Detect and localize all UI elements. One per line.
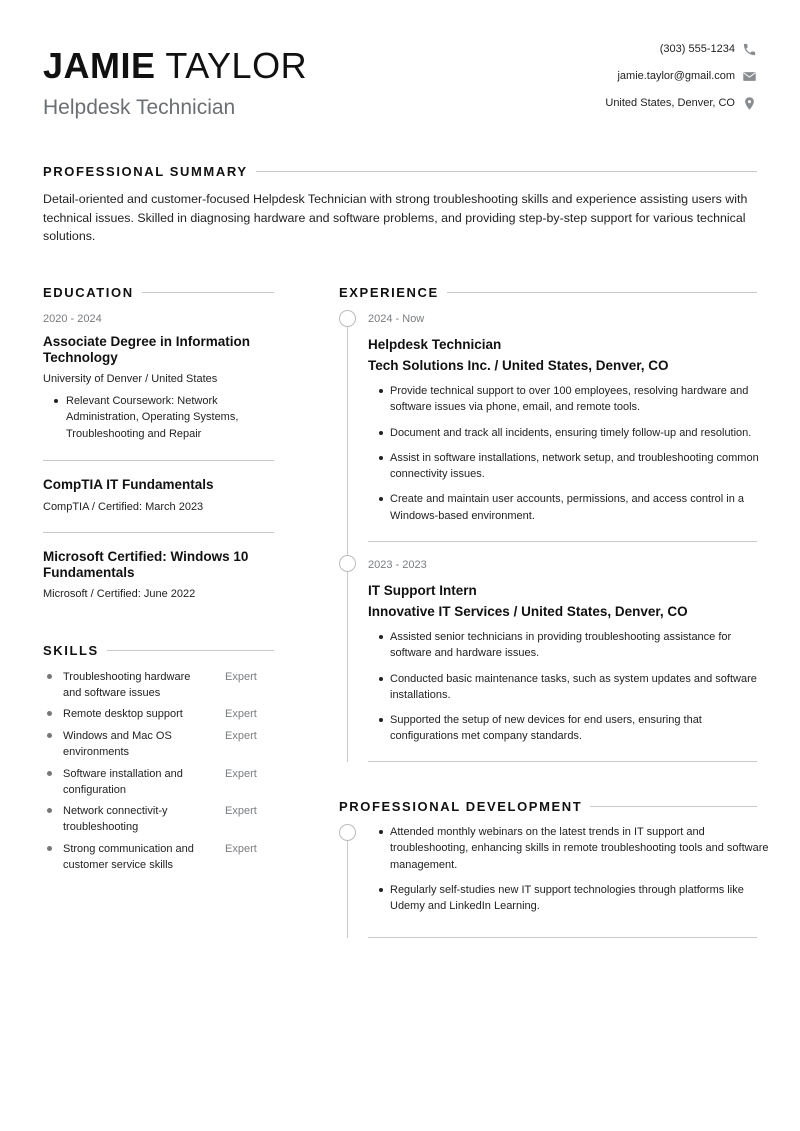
degree-coursework: Relevant Coursework: Network Administration, Operating Systems, Troubleshooting and Repair (43, 393, 275, 442)
degree-coursework-list (43, 393, 275, 442)
development-timeline-line (347, 832, 348, 938)
degree-title: Associate Degree in Information Technology (43, 334, 251, 365)
development-heading-rule (590, 806, 757, 807)
job-bullet: Conducted basic maintenance tasks, such as system updates and software installations. (368, 671, 770, 704)
skill-level: Expert (225, 708, 257, 720)
education-heading-rule (142, 292, 274, 293)
skills-heading-label: SKILLS (43, 643, 99, 658)
job-title: IT Support Intern (368, 583, 477, 598)
job-bullet: Document and track all incidents, ensuring timely follow-up and resolution. (368, 425, 770, 441)
job-bullet: Provide technical support to over 100 employees, resolving hardware and software issues via phone, email, and remote tools. (368, 383, 770, 416)
experience-divider (368, 761, 757, 762)
development-bullets (368, 824, 770, 914)
cert1-title: CompTIA IT Fundamentals (43, 477, 214, 492)
timeline-marker (339, 310, 356, 327)
development-divider (368, 937, 757, 938)
cert2-detail: Microsoft / Certified: June 2022 (43, 588, 196, 600)
skill-level: Expert (225, 768, 257, 780)
education-cert-microsoft (43, 549, 275, 602)
candidate-name (43, 44, 307, 88)
skill-level: Expert (225, 805, 257, 817)
degree-dates: 2020 - 2024 (43, 313, 102, 325)
skills-heading-rule (107, 650, 274, 651)
bullet-dot (47, 846, 52, 851)
cert2-title: Microsoft Certified: Windows 10 Fundamentals (43, 549, 249, 580)
development-bullet: Regularly self-studies new IT support technologies through platforms like Udemy and LinkedIn Learning. (368, 882, 770, 915)
skill-name: Windows and Mac OS environments (63, 730, 172, 758)
job-bullet: Supported the setup of new devices for end users, ensuring that configurations met company standards. (368, 712, 770, 745)
timeline-marker (339, 824, 356, 841)
education-cert-comptia (43, 477, 275, 515)
job-dates: 2024 - Now (368, 313, 425, 325)
phone-text: (303) 555-1234 (659, 43, 735, 55)
envelope-icon (742, 69, 757, 84)
skill-item (43, 728, 275, 760)
experience-heading (339, 285, 757, 300)
degree-school: University of Denver / United States (43, 373, 218, 385)
cert1-detail: CompTIA / Certified: March 2023 (43, 501, 204, 513)
email-text[interactable]: jamie.taylor@gmail.com (617, 70, 735, 82)
skill-item (43, 706, 275, 722)
summary-heading-label: PROFESSIONAL SUMMARY (43, 164, 248, 179)
last-name: TAYLOR (165, 45, 308, 86)
experience-job-2 (368, 558, 770, 754)
development-heading-label: PROFESSIONAL DEVELOPMENT (339, 799, 583, 814)
skill-level: Expert (225, 730, 257, 742)
development-heading (339, 799, 757, 814)
summary-heading-rule (256, 171, 757, 172)
location-text: United States, Denver, CO (605, 97, 735, 109)
bullet-dot (47, 711, 52, 716)
experience-heading-label: EXPERIENCE (339, 285, 439, 300)
education-divider (43, 532, 274, 533)
skills-heading (43, 643, 274, 658)
education-heading-label: EDUCATION (43, 285, 134, 300)
experience-timeline-line (347, 319, 348, 762)
skill-level: Expert (225, 843, 257, 855)
skill-item (43, 766, 275, 798)
skill-item (43, 669, 275, 701)
job-bullets (368, 629, 770, 745)
job-bullet: Create and maintain user accounts, permissions, and access control in a Windows-based environment. (368, 491, 770, 524)
bullet-dot (47, 771, 52, 776)
education-heading (43, 285, 274, 300)
first-name: JAMIE (43, 45, 156, 86)
skill-name: Troubleshooting hardware and software issues (63, 671, 191, 699)
skill-name: Remote desktop support (63, 708, 183, 720)
skill-item (43, 803, 275, 835)
bullet-dot (47, 733, 52, 738)
job-company: Innovative IT Services / United States, Denver, CO (368, 604, 688, 619)
job-role: Helpdesk Technician (43, 96, 236, 119)
skill-level: Expert (225, 671, 257, 683)
job-title: Helpdesk Technician (368, 337, 502, 352)
development-block (368, 824, 770, 923)
experience-divider (368, 541, 757, 542)
education-degree (43, 312, 275, 442)
job-bullet: Assisted senior technicians in providing troubleshooting assistance for software and hardware issues. (368, 629, 770, 662)
map-pin-icon (742, 96, 757, 111)
education-divider (43, 460, 274, 461)
bullet-dot (47, 808, 52, 813)
experience-job-1 (368, 312, 770, 533)
timeline-marker (339, 555, 356, 572)
contact-phone (497, 41, 757, 57)
contact-email (497, 68, 757, 84)
contact-location (497, 95, 757, 111)
summary-text: Detail-oriented and customer-focused Helpdesk Technician with strong troubleshooting skills and experience assisting users with technical issues. Skilled in diagnosing hardware and software problems, and providing step-by-step support for various technical solutions. (43, 192, 748, 243)
job-company: Tech Solutions Inc. / United States, Denver, CO (368, 358, 669, 373)
skill-name: Network connectivit-y troubleshooting (63, 805, 168, 833)
skill-item (43, 841, 275, 873)
skill-name: Strong communication and customer service skills (63, 843, 194, 871)
phone-icon (742, 42, 757, 57)
job-dates: 2023 - 2023 (368, 559, 427, 571)
bullet-dot (47, 674, 52, 679)
summary-heading (43, 164, 757, 179)
job-bullets (368, 383, 770, 524)
development-bullet: Attended monthly webinars on the latest trends in IT support and troubleshooting, enhancing skills in remote troubleshooting tools and software management. (368, 824, 770, 873)
experience-heading-rule (447, 292, 757, 293)
job-bullet: Assist in software installations, network setup, and troubleshooting common connectivity issues. (368, 450, 770, 483)
skill-name: Software installation and configuration (63, 768, 183, 796)
